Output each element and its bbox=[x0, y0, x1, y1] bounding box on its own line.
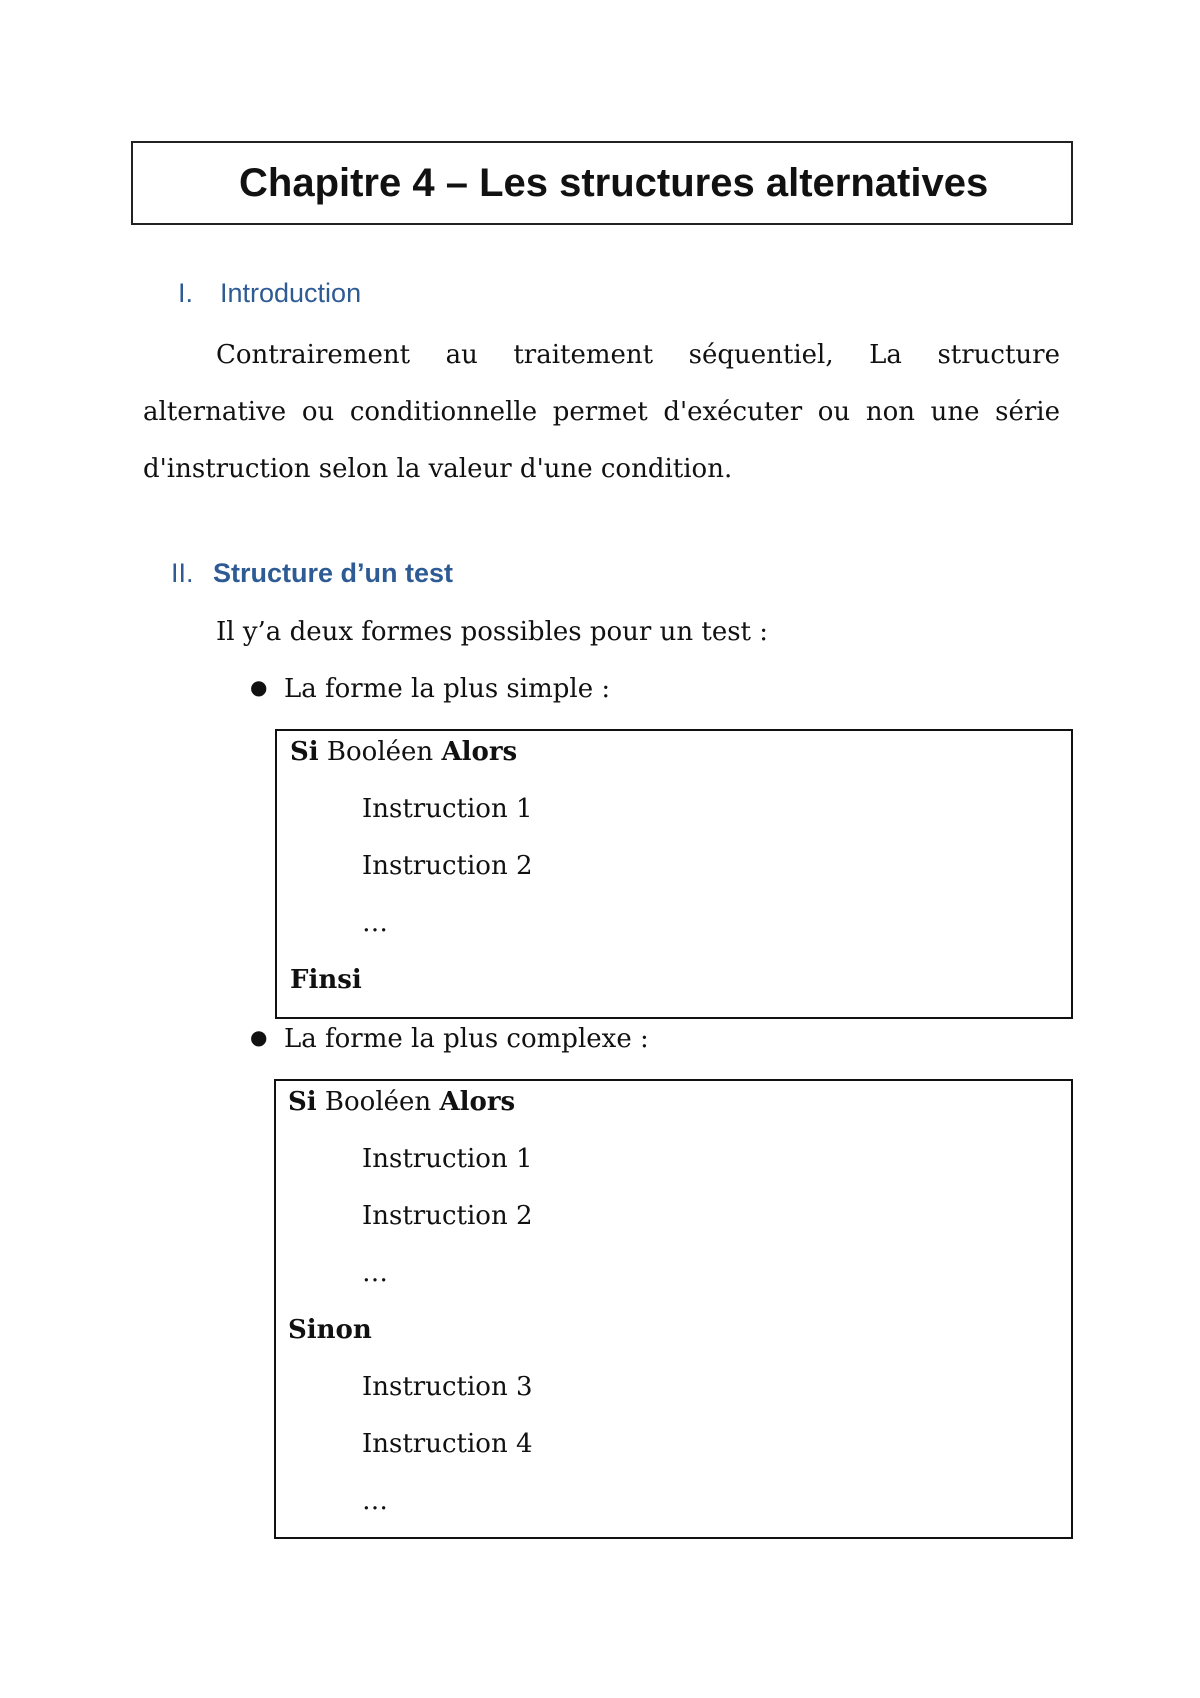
code-line-if bbox=[288, 1087, 515, 1117]
bullet-complex-form bbox=[250, 1024, 649, 1054]
code-block-simple bbox=[275, 729, 1073, 1019]
condition: Booléen bbox=[326, 737, 434, 767]
code-block-complex bbox=[274, 1079, 1073, 1539]
code-line-body: Instruction 2 bbox=[362, 1201, 533, 1231]
section-label: Introduction bbox=[220, 278, 362, 308]
section-number: II. bbox=[171, 558, 194, 588]
section-heading-structure bbox=[171, 558, 453, 589]
keyword-si: Si bbox=[290, 737, 319, 767]
section-label: Structure d’un test bbox=[213, 558, 454, 588]
condition: Booléen bbox=[324, 1087, 432, 1117]
bullet-dot-icon: ● bbox=[250, 1025, 268, 1049]
code-line-body: … bbox=[362, 1258, 388, 1288]
code-line-else-body: Instruction 3 bbox=[362, 1372, 533, 1402]
introduction-paragraph: Contrairement au traitement séquentiel, La structure alternative ou conditionnelle permet d'exécuter ou non une série d'instruction selon la valeur d'une condition. bbox=[143, 340, 1060, 484]
keyword-alors: Alors bbox=[439, 1087, 516, 1117]
keyword-alors: Alors bbox=[441, 737, 518, 767]
code-line-body: Instruction 1 bbox=[362, 1144, 533, 1174]
code-line-body: Instruction 2 bbox=[362, 851, 533, 881]
bullet-dot-icon: ● bbox=[250, 675, 268, 699]
forms-intro-text: Il y’a deux formes possibles pour un test : bbox=[216, 617, 769, 647]
chapter-title: Chapitre 4 – Les structures alternatives bbox=[239, 161, 989, 205]
section-number: I. bbox=[178, 278, 194, 308]
code-line-body: Instruction 1 bbox=[362, 794, 533, 824]
keyword-sinon: Sinon bbox=[288, 1315, 372, 1345]
code-line-else-body: Instruction 4 bbox=[362, 1429, 533, 1459]
code-line-body: … bbox=[362, 908, 388, 938]
bullet-simple-form bbox=[250, 674, 610, 704]
section-heading-introduction bbox=[178, 278, 361, 309]
code-line-else-body: … bbox=[362, 1486, 388, 1516]
bullet-label: La forme la plus simple : bbox=[284, 674, 611, 704]
keyword-finsi: Finsi bbox=[290, 965, 362, 995]
chapter-title-box bbox=[131, 141, 1073, 225]
code-line-if bbox=[290, 737, 517, 767]
keyword-si: Si bbox=[288, 1087, 317, 1117]
bullet-label: La forme la plus complexe : bbox=[284, 1024, 649, 1054]
